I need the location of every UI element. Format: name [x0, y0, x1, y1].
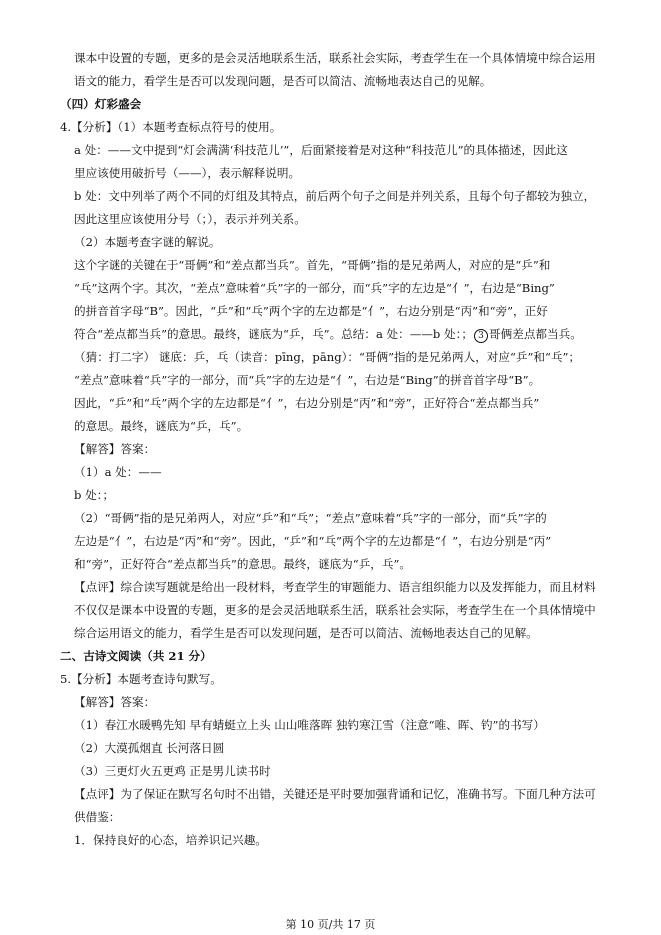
text-line: 课本中设置的专题，更多的是会灵活地联系生活，联系社会实际，考查学生在一个具体情境中综合运用	[74, 51, 596, 65]
section-heading: 二、古诗文阅读（共 21 分）	[60, 649, 212, 663]
text-line: 【点评】综合读写题就是给出一段材料，考查学生的审题能力、语言组织能力以及发挥能力，而且材料	[74, 580, 596, 594]
text-line: b 处：；	[74, 488, 115, 502]
text-line: 的拼音首字母“B”。因此，“乒”和“乓”两个字的左边都是“亻”，右边分别是“丙”和“旁”，正好	[74, 304, 548, 318]
text-line: （1）春江水暖鸭先知 早有蜻蜓立上头 山山唯落晖 独钓寒江雪（注意“唯、晖、钓”的书写）	[74, 718, 545, 732]
text-line: 4.【分析】（1）本题考查标点符号的使用。	[60, 120, 282, 134]
summary-tail: 哥俩差点都当兵。	[489, 327, 582, 341]
circled-number: 3	[474, 329, 488, 343]
text-line: 1．保持良好的心态，培养识记兴趣。	[74, 833, 267, 847]
summary-text: 符合“差点都当兵”的意思。最终，谜底为“乒，乓”。总结：a 处：——b 处：；	[74, 327, 474, 341]
text-line: 不仅仅是课本中设置的专题，更多的是会灵活地联系生活，联系社会实际，考查学生在一个具体情境中	[74, 603, 596, 617]
text-line-summary	[74, 326, 582, 343]
text-line: 供借鉴：	[74, 810, 121, 824]
text-line: （猜：打二字） 谜底：乒，乓（读音：pīng，pāng）：“哥俩”指的是兄弟两人，对应“乒”和“乓”；	[74, 350, 581, 364]
text-line: 因此，“乒”和“乓”两个字的左边都是“亻”，右边分别是“丙”和“旁”，正好符合“差点都当兵”	[74, 396, 540, 410]
text-line: 5.【分析】本题考查诗句默写。	[60, 672, 222, 686]
text-line: 左边是“亻”，右边是“丙”和“旁”。因此，“乒”和“乓”两个字的左边都是“亻”，右边分别是“丙”	[74, 534, 552, 548]
text-line: 综合运用语文的能力，看学生是否可以发现问题，是否可以简洁、流畅地表达自己的见解。	[74, 626, 538, 640]
text-line: 这个字谜的关键在于“哥俩”和“差点都当兵”。首先，“哥俩”指的是兄弟两人，对应的是“乒”和	[74, 258, 551, 272]
text-line: “差点”意味着“兵”字的一部分，而“兵”字的左边是“亻”，右边是“Bing”的拼音首字母“B”。	[74, 373, 541, 387]
text-line: b 处：文中列举了两个不同的灯组及其特点，前后两个句子之间是并列关系，且每个句子都较为独立，	[74, 189, 596, 203]
page-footer: 第 10 页/共 17 页	[285, 918, 376, 931]
text-line: （3）三更灯火五更鸡 正是男儿读书时	[74, 764, 271, 778]
text-line: 【点评】为了保证在默写名句时不出错，关键还是平时要加强背诵和记忆，准确书写。下面几种方法可	[74, 787, 596, 801]
text-line: （2）本题考查字谜的解说。	[74, 235, 221, 249]
text-line: a 处：——文中提到“灯会满满‘科技范儿’”，后面紧接着是对这种“科技范儿”的具体描述，因此这	[74, 143, 568, 157]
text-line: “乓”这两个字。其次，“差点”意味着“兵”字的一部分，而“兵”字的左边是“亻”，右边是“Bing”	[74, 281, 555, 295]
text-line: 因此这里应该使用分号（；），表示并列关系。	[74, 212, 306, 226]
text-line: 语文的能力，看学生是否可以发现问题，是否可以简洁、流畅地表达自己的见解。	[74, 74, 492, 88]
text-line: 里应该使用破折号（——），表示解释说明。	[74, 166, 301, 180]
section-heading: （四）灯彩盛会	[60, 97, 142, 111]
text-line: （2）“哥俩”指的是兄弟两人，对应“乒”和“乓”；“差点”意味着“兵”字的一部分，而“兵”字的	[74, 511, 547, 525]
text-line: （2）大漠孤烟直 长河落日圆	[74, 741, 225, 755]
text-line: 【解答】答案：	[74, 695, 156, 709]
text-line: 的意思。最终，谜底为“乒，乓”。	[74, 419, 249, 433]
text-line: 和“旁”，正好符合“差点都当兵”的意思。最终，谜底为“乒，乓”。	[74, 557, 412, 571]
text-line: 【解答】答案：	[74, 442, 156, 456]
text-line: （1）a 处：——	[74, 465, 162, 479]
